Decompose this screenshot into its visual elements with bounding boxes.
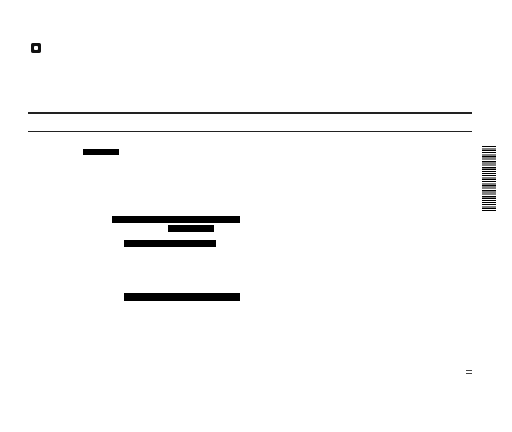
header-rule: [28, 131, 472, 132]
barcode-icon: [482, 146, 496, 212]
section-rule: [28, 112, 472, 114]
redaction-bar: [112, 216, 240, 223]
page-number: [466, 370, 472, 374]
bank-logo-mark-icon: [31, 43, 41, 53]
redaction-bar: [168, 225, 214, 232]
redaction-bar: [124, 293, 240, 301]
bank-logo: [28, 40, 41, 55]
redaction-bar: [83, 149, 119, 155]
redaction-bar: [124, 240, 216, 247]
